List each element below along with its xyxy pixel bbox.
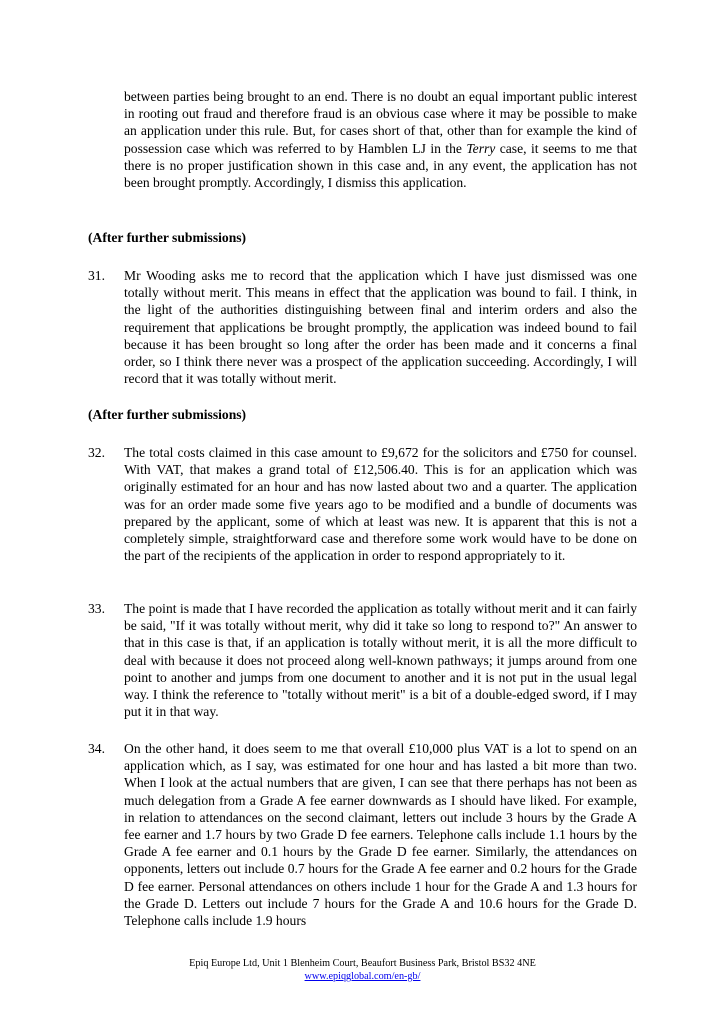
paragraph-32: The total costs claimed in this case amount to £9,672 for the solicitors and £750 for counsel. With VAT, that makes a grand total of £12,506.40. This is for an application which was originally estimated for an hour and has now lasted about two and a quarter. The application was for an order made some five years ago to be modified and a bundle of documents was prepared by the applicant, some of which at least was new. It is apparent that this is not a completely simple, straightforward case and therefore some work would have to be done on the part of the recipients of the application in order to respond appropriately to it. [124,445,637,564]
page-footer [0,957,725,983]
paragraph-31: Mr Wooding asks me to record that the application which I have just dismissed was one totally without merit. This means in effect that the application was bound to fail. I think, in the light of the authorities distinguishing between final and interim orders and also the requirement that applications be brought promptly, the application was indeed bound to fail because it has been brought so long after the order has been made and it concerns a final order, so I think there never was a prospect of the application succeeding. Accordingly, I will record that it was totally without merit. [124,268,637,387]
intro-text-post: case, it seems to me that there is no proper justification shown in this case and, in any event, the application has not been brought promptly. Accordingly, I dismiss this application. [124,140,637,191]
paragraph-33: The point is made that I have recorded the application as totally without merit and it can fairly be said, "If it was totally without merit, why did it take so long to respond to?" An answer to that in this case is that, if an application is totally without merit, it is all the more difficult to deal with because it does not proceed along well-known pathways; it jumps around from one point to another and jumps from one document to another and it is not put in the usual legal way. I think the reference to "totally without merit" is a bit of a double-edged sword, if I may put it in that way. [124,601,637,720]
paragraph-number-32: 32. [88,445,105,460]
paragraph-34: On the other hand, it does seem to me that overall £10,000 plus VAT is a lot to spend on an application which, as I say, was estimated for one hour and has lasted a bit more than two. When I look at the actual numbers that are given, I can see that there perhaps has not been as much delegation from a Grade A fee earner downwards as I should have liked. For example, in relation to attendances on the second claimant, letters out include 3 hours by the Grade A fee earner and 1.7 hours by two Grade D fee earners. Telephone calls include 1.1 hours by the Grade A fee earner and 0.1 hours by the Grade D fee earner. Similarly, the attendances on opponents, letters out include 0.7 hours for the Grade A fee earner and 0.2 hours for the Grade D fee earner. Personal attendances on others include 1 hour for the Grade A and 1.3 hours for the Grade D. Letters out include 7 hours for the Grade A and 10.6 hours for the Grade D. Telephone calls include 1.9 hours [124,741,637,929]
footer-address: Epiq Europe Ltd, Unit 1 Blenheim Court, Beaufort Business Park, Bristol BS32 4NE [189,958,536,969]
paragraph-number-31: 31. [88,268,105,283]
case-name-italic: Terry [466,140,496,156]
intro-paragraph [124,88,637,191]
footer-link[interactable]: www.epiqglobal.com/en-gb/ [304,971,421,982]
paragraph-number-33: 33. [88,601,105,616]
section-heading-2: (After further submissions) [88,407,247,422]
paragraph-number-34: 34. [88,741,105,756]
intro-text-pre: between parties being brought to an end. There is no doubt an equal important public interest in rooting out fraud and therefore fraud is an obvious case where it may be possible to make an application under this rule. But, for cases short of that, other than for example the kind of possession case which was referred to by Hamblen LJ in the [124,89,637,156]
section-heading-1: (After further submissions) [88,230,247,245]
